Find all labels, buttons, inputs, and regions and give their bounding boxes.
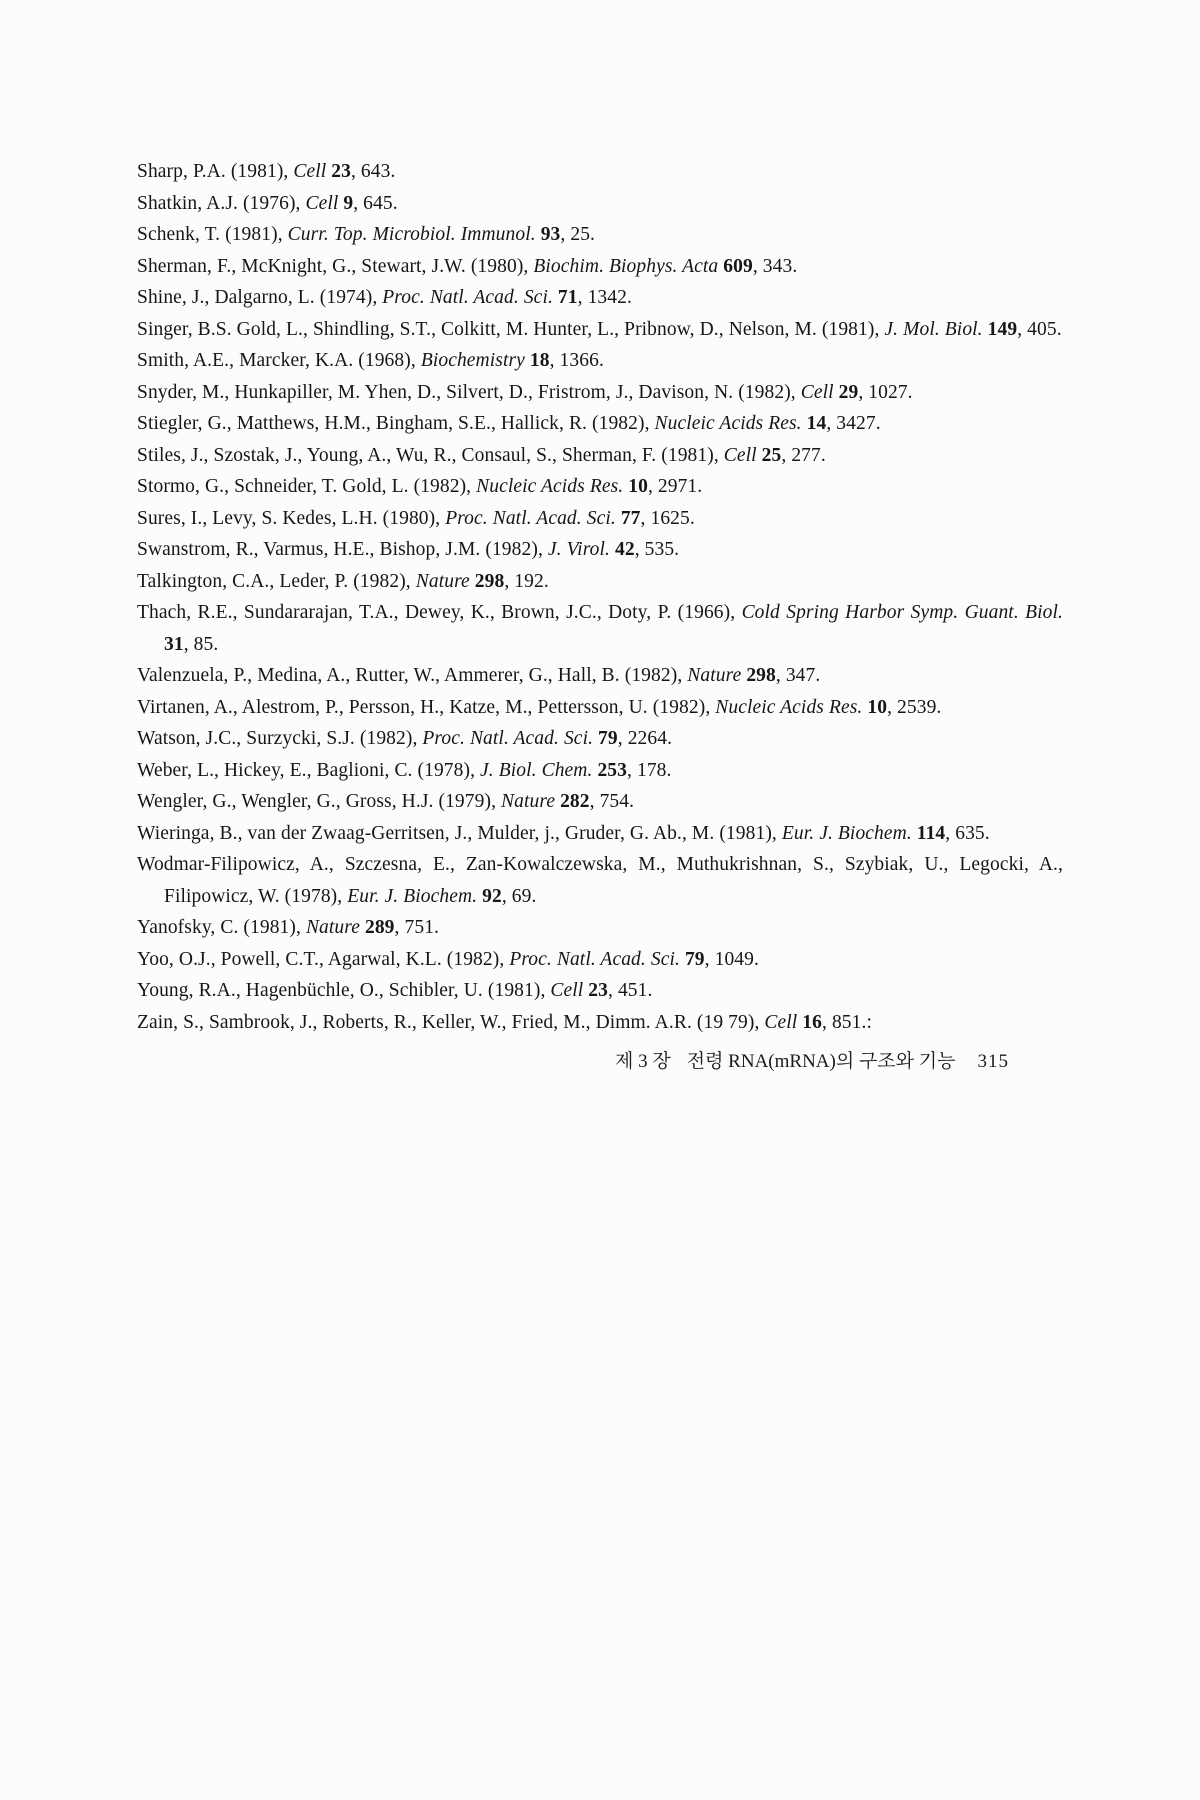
reference-segment: J. Virol. (547, 539, 615, 560)
reference-segment: Stiegler, G., Matthews, H.M., Bingham, S.E., Hallick, R. (1982), (137, 413, 655, 434)
reference-segment: 298 (746, 665, 776, 686)
reference-segment: 79 (684, 948, 705, 970)
reference-segment: 10 (628, 476, 648, 497)
reference-entry (137, 818, 1063, 850)
reference-segment: 23 (331, 161, 351, 182)
reference-segment: Shatkin, A.J. (1976), (137, 192, 306, 214)
reference-segment: 42 (614, 539, 635, 560)
reference-segment: Nucleic Acids Res. (476, 476, 629, 497)
reference-segment: , 2971. (647, 476, 703, 497)
reference-entry (137, 660, 1063, 692)
reference-entry (137, 440, 1063, 472)
reference-segment: Cell (305, 192, 344, 214)
reference-segment: Cold Spring Harbor Symp. Guant. Biol. (741, 602, 1064, 623)
reference-segment: Cell (800, 381, 839, 403)
reference-segment: 77 (620, 507, 641, 529)
reference-entry (137, 251, 1063, 283)
reference-entry (137, 755, 1063, 787)
reference-segment: , 1342. (577, 287, 632, 308)
reference-segment: 25 (761, 444, 782, 466)
reference-segment: , 643. (350, 161, 396, 182)
reference-segment: Shine, J., Dalgarno, L. (1974), (137, 287, 383, 308)
reference-segment: Biochemistry (420, 350, 530, 371)
reference-segment: , 405. (1017, 318, 1062, 340)
page-footer (615, 1046, 1063, 1077)
reference-segment: Proc. Natl. Acad. Sci. (422, 728, 599, 749)
reference-segment: 93 (540, 224, 561, 245)
reference-segment: , 1027. (858, 381, 913, 403)
reference-entry (137, 786, 1063, 818)
reference-segment: Valenzuela, P., Medina, A., Rutter, W., Ammerer, G., Hall, B. (1982), (137, 665, 688, 686)
reference-entry (137, 692, 1063, 724)
reference-segment: Snyder, M., Hunkapiller, M. Yhen, D., Silvert, D., Fristrom, J., Davison, N. (1982), (137, 381, 801, 403)
reference-segment: Wieringa, B., van der Zwaag-Gerritsen, J., Mulder, j., Gruder, G. Ab., M. (1981), (137, 822, 782, 844)
reference-segment: 18 (529, 350, 550, 371)
reference-segment: Eur. J. Biochem. (781, 822, 917, 844)
reference-segment: Nature (501, 791, 561, 812)
reference-segment: Cell (764, 1011, 803, 1033)
reference-segment: Cell (293, 161, 332, 182)
reference-segment: 71 (557, 287, 578, 308)
reference-segment: Curr. Top. Microbiol. Immunol. (287, 224, 541, 245)
reference-segment: Yanofsky, C. (1981), (137, 917, 306, 938)
reference-segment: , 451. (608, 980, 653, 1001)
reference-segment: Nature (687, 665, 747, 686)
reference-segment: 29 (838, 381, 859, 403)
reference-segment: Sharp, P.A. (1981), (137, 161, 294, 182)
reference-segment: 16 (802, 1011, 822, 1033)
reference-segment: Cell (550, 980, 589, 1001)
reference-segment: Nature (415, 570, 475, 592)
reference-segment: , 1366. (549, 350, 604, 371)
reference-segment: 14 (806, 413, 827, 434)
reference-segment: Schenk, T. (1981), (137, 224, 288, 245)
reference-segment: 114 (916, 822, 946, 844)
reference-entry (137, 912, 1063, 944)
reference-segment: Nucleic Acids Res. (654, 413, 807, 434)
footer-chapter-title: 전령 RNA(mRNA)의 구조와 기능 (686, 1051, 956, 1072)
page-content (137, 156, 1063, 1077)
reference-entry (137, 566, 1063, 598)
reference-entry (137, 314, 1063, 346)
reference-entry (137, 944, 1063, 976)
reference-segment: , 178. (627, 759, 672, 781)
reference-segment: 9 (343, 192, 354, 214)
reference-segment: , 2264. (617, 728, 673, 749)
reference-segment: Swanstrom, R., Varmus, H.E., Bishop, J.M. (1982), (137, 539, 548, 560)
reference-entry (137, 849, 1063, 912)
reference-entry (137, 282, 1063, 314)
reference-segment: 289 (364, 917, 395, 938)
reference-segment: 253 (597, 759, 628, 781)
reference-segment: Virtanen, A., Alestrom, P., Persson, H., Katze, M., Pettersson, U. (1982), (137, 696, 716, 718)
reference-segment: Young, R.A., Hagenbüchle, O., Schibler, U. (1981), (137, 980, 551, 1001)
reference-segment: Watson, J.C., Surzycki, S.J. (1982), (137, 728, 423, 749)
reference-entry (137, 723, 1063, 755)
reference-entry (137, 597, 1063, 660)
reference-segment: 23 (588, 980, 608, 1001)
reference-segment: Yoo, O.J., Powell, C.T., Agarwal, K.L. (1982), (137, 948, 510, 970)
reference-segment: , 343. (752, 255, 798, 277)
footer-chapter-label: 제 3 장 (615, 1051, 671, 1072)
reference-segment: 92 (482, 885, 502, 907)
reference-entry (137, 377, 1063, 409)
reference-segment: Smith, A.E., Marcker, K.A. (1968), (137, 350, 421, 371)
reference-segment: Sherman, F., McKnight, G., Stewart, J.W. (1980), (137, 255, 534, 277)
reference-segment: 298 (474, 570, 505, 592)
reference-segment: 149 (987, 318, 1018, 340)
reference-segment: , 2539. (887, 696, 942, 718)
references-list (137, 156, 1063, 1038)
reference-segment: 31 (164, 633, 184, 655)
reference-segment: , 635. (945, 822, 990, 844)
reference-entry (137, 975, 1063, 1007)
reference-segment: , 851.: (822, 1011, 872, 1033)
reference-entry (137, 534, 1063, 566)
reference-segment: , 85. (183, 633, 219, 655)
reference-segment: , 69. (501, 885, 537, 907)
reference-entry (137, 408, 1063, 440)
reference-entry (137, 345, 1063, 377)
reference-entry (137, 156, 1063, 188)
footer-page-number: 315 (977, 1051, 1009, 1072)
reference-segment: Proc. Natl. Acad. Sci. (509, 948, 685, 970)
reference-segment: , 25. (560, 224, 596, 245)
reference-segment: , 1625. (640, 507, 695, 529)
reference-segment: Proc. Natl. Acad. Sci. (382, 287, 558, 308)
reference-segment: , 645. (353, 192, 398, 214)
reference-entry (137, 471, 1063, 503)
reference-segment: Weber, L., Hickey, E., Baglioni, C. (1978), (137, 759, 481, 781)
reference-segment: Wodmar-Filipowicz, A., Szczesna, E., Zan-Kowalczewska, M., Muthukrishnan, S., Szybiak, U., Legocki, A., Filipowicz, W. (1978), (137, 854, 1063, 907)
reference-entry (137, 219, 1063, 251)
reference-segment: Biochim. Biophys. Acta (533, 255, 724, 277)
reference-segment: , 347. (775, 665, 821, 686)
reference-segment: , 3427. (826, 413, 881, 434)
reference-segment: , 277. (781, 444, 826, 466)
reference-segment: Sures, I., Levy, S. Kedes, L.H. (1980), (137, 507, 446, 529)
reference-segment: 10 (867, 696, 888, 718)
reference-segment: 282 (560, 791, 590, 812)
reference-segment: Eur. J. Biochem. (347, 885, 483, 907)
reference-entry (137, 188, 1063, 220)
reference-segment: J. Mol. Biol. (884, 318, 988, 340)
reference-segment: Wengler, G., Wengler, G., Gross, H.J. (1979), (137, 791, 502, 812)
reference-segment: Thach, R.E., Sundararajan, T.A., Dewey, K., Brown, J.C., Doty, P. (1966), (137, 602, 742, 623)
reference-segment: , 754. (589, 791, 635, 812)
reference-segment: Proc. Natl. Acad. Sci. (445, 507, 621, 529)
reference-segment: Cell (723, 444, 762, 466)
reference-entry (137, 503, 1063, 535)
reference-segment: , 535. (634, 539, 680, 560)
reference-segment: 609 (723, 255, 753, 277)
reference-segment: Singer, B.S. Gold, L., Shindling, S.T., Colkitt, M. Hunter, L., Pribnow, D., Nelson, M. (1981), (137, 318, 885, 340)
reference-segment: J. Biol. Chem. (480, 759, 598, 781)
reference-segment: Nucleic Acids Res. (715, 696, 868, 718)
reference-segment: , 751. (394, 917, 440, 938)
reference-segment: Stormo, G., Schneider, T. Gold, L. (1982), (137, 476, 477, 497)
reference-segment: Nature (305, 917, 365, 938)
reference-segment: , 1049. (704, 948, 759, 970)
reference-segment: Talkington, C.A., Leder, P. (1982), (137, 570, 416, 592)
reference-entry (137, 1007, 1063, 1039)
reference-segment: , 192. (504, 570, 549, 592)
reference-segment: 79 (598, 728, 618, 749)
reference-segment: Stiles, J., Szostak, J., Young, A., Wu, R., Consaul, S., Sherman, F. (1981), (137, 444, 724, 466)
reference-segment: Zain, S., Sambrook, J., Roberts, R., Keller, W., Fried, M., Dimm. A.R. (19 79), (137, 1011, 765, 1033)
